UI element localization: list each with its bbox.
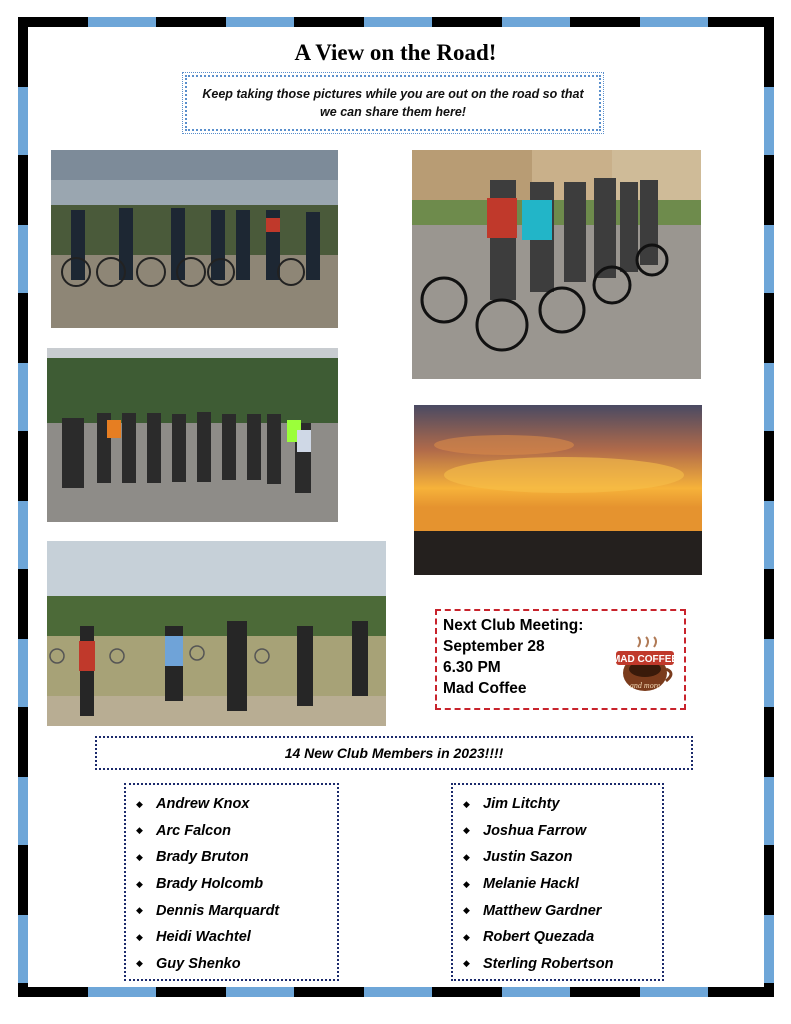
member-name: Robert Quezada [483,929,595,946]
diamond-bullet-icon: ◆ [136,958,143,969]
diamond-bullet-icon: ◆ [463,825,470,836]
member-name: Brady Holcomb [156,876,264,893]
member-name: Sterling Robertson [483,955,614,972]
new-members-banner-text: 14 New Club Members in 2023!!!! [284,745,504,761]
member-name: Guy Shenko [156,955,241,972]
svg-text:and more: and more [629,681,661,690]
svg-text:MAD COFFEE: MAD COFFEE [612,654,678,665]
list-item [463,818,662,845]
list-item [136,871,337,898]
meeting-time: 6.30 PM [443,659,501,676]
member-name: Brady Bruton [156,849,249,866]
member-name: Justin Sazon [483,849,573,866]
page-border-right [764,17,774,997]
photo-group-rural [51,150,338,328]
diamond-bullet-icon: ◆ [136,931,143,942]
mad-coffee-logo [612,633,678,699]
list-item [463,844,662,871]
page-title: A View on the Road! [294,40,497,65]
page-border-top [18,17,774,27]
photo-group-parking [47,348,338,522]
member-name: Joshua Farrow [483,822,587,839]
page-border-left [18,17,28,997]
list-item [463,871,662,898]
diamond-bullet-icon: ◆ [136,878,143,889]
member-name: Dennis Marquardt [156,902,280,919]
member-name: Melanie Hackl [483,876,579,893]
members-list-left [124,783,339,981]
new-members-banner [95,736,693,770]
diamond-bullet-icon: ◆ [463,798,470,809]
list-item [136,897,337,924]
meeting-date: September 28 [443,638,545,655]
list-item [136,818,337,845]
diamond-bullet-icon: ◆ [463,958,470,969]
intro-text: Keep taking those pictures while you are out on the road so that we can share them here! [202,87,584,119]
list-item [136,951,337,978]
diamond-bullet-icon: ◆ [136,851,143,862]
photo-group-building [412,150,701,379]
diamond-bullet-icon: ◆ [463,905,470,916]
intro-box [185,75,601,131]
photo-sunset [414,405,702,575]
list-item [463,951,662,978]
list-item [463,897,662,924]
diamond-bullet-icon: ◆ [463,851,470,862]
photo-group-field [47,541,386,726]
page-border-bottom [18,987,774,997]
meeting-place: Mad Coffee [443,680,527,697]
diamond-bullet-icon: ◆ [136,825,143,836]
member-name: Jim Litchty [483,796,560,813]
member-name: Andrew Knox [156,796,250,813]
member-name: Matthew Gardner [483,902,602,919]
list-item [136,791,337,818]
diamond-bullet-icon: ◆ [136,905,143,916]
list-item [136,844,337,871]
list-item [136,924,337,951]
diamond-bullet-icon: ◆ [463,931,470,942]
members-list-right [451,783,664,981]
list-item [463,924,662,951]
member-name: Arc Falcon [156,822,231,839]
meeting-heading: Next Club Meeting: [443,617,584,634]
diamond-bullet-icon: ◆ [463,878,470,889]
member-name: Heidi Wachtel [156,929,251,946]
diamond-bullet-icon: ◆ [136,798,143,809]
next-meeting-box [435,609,686,710]
list-item [463,791,662,818]
